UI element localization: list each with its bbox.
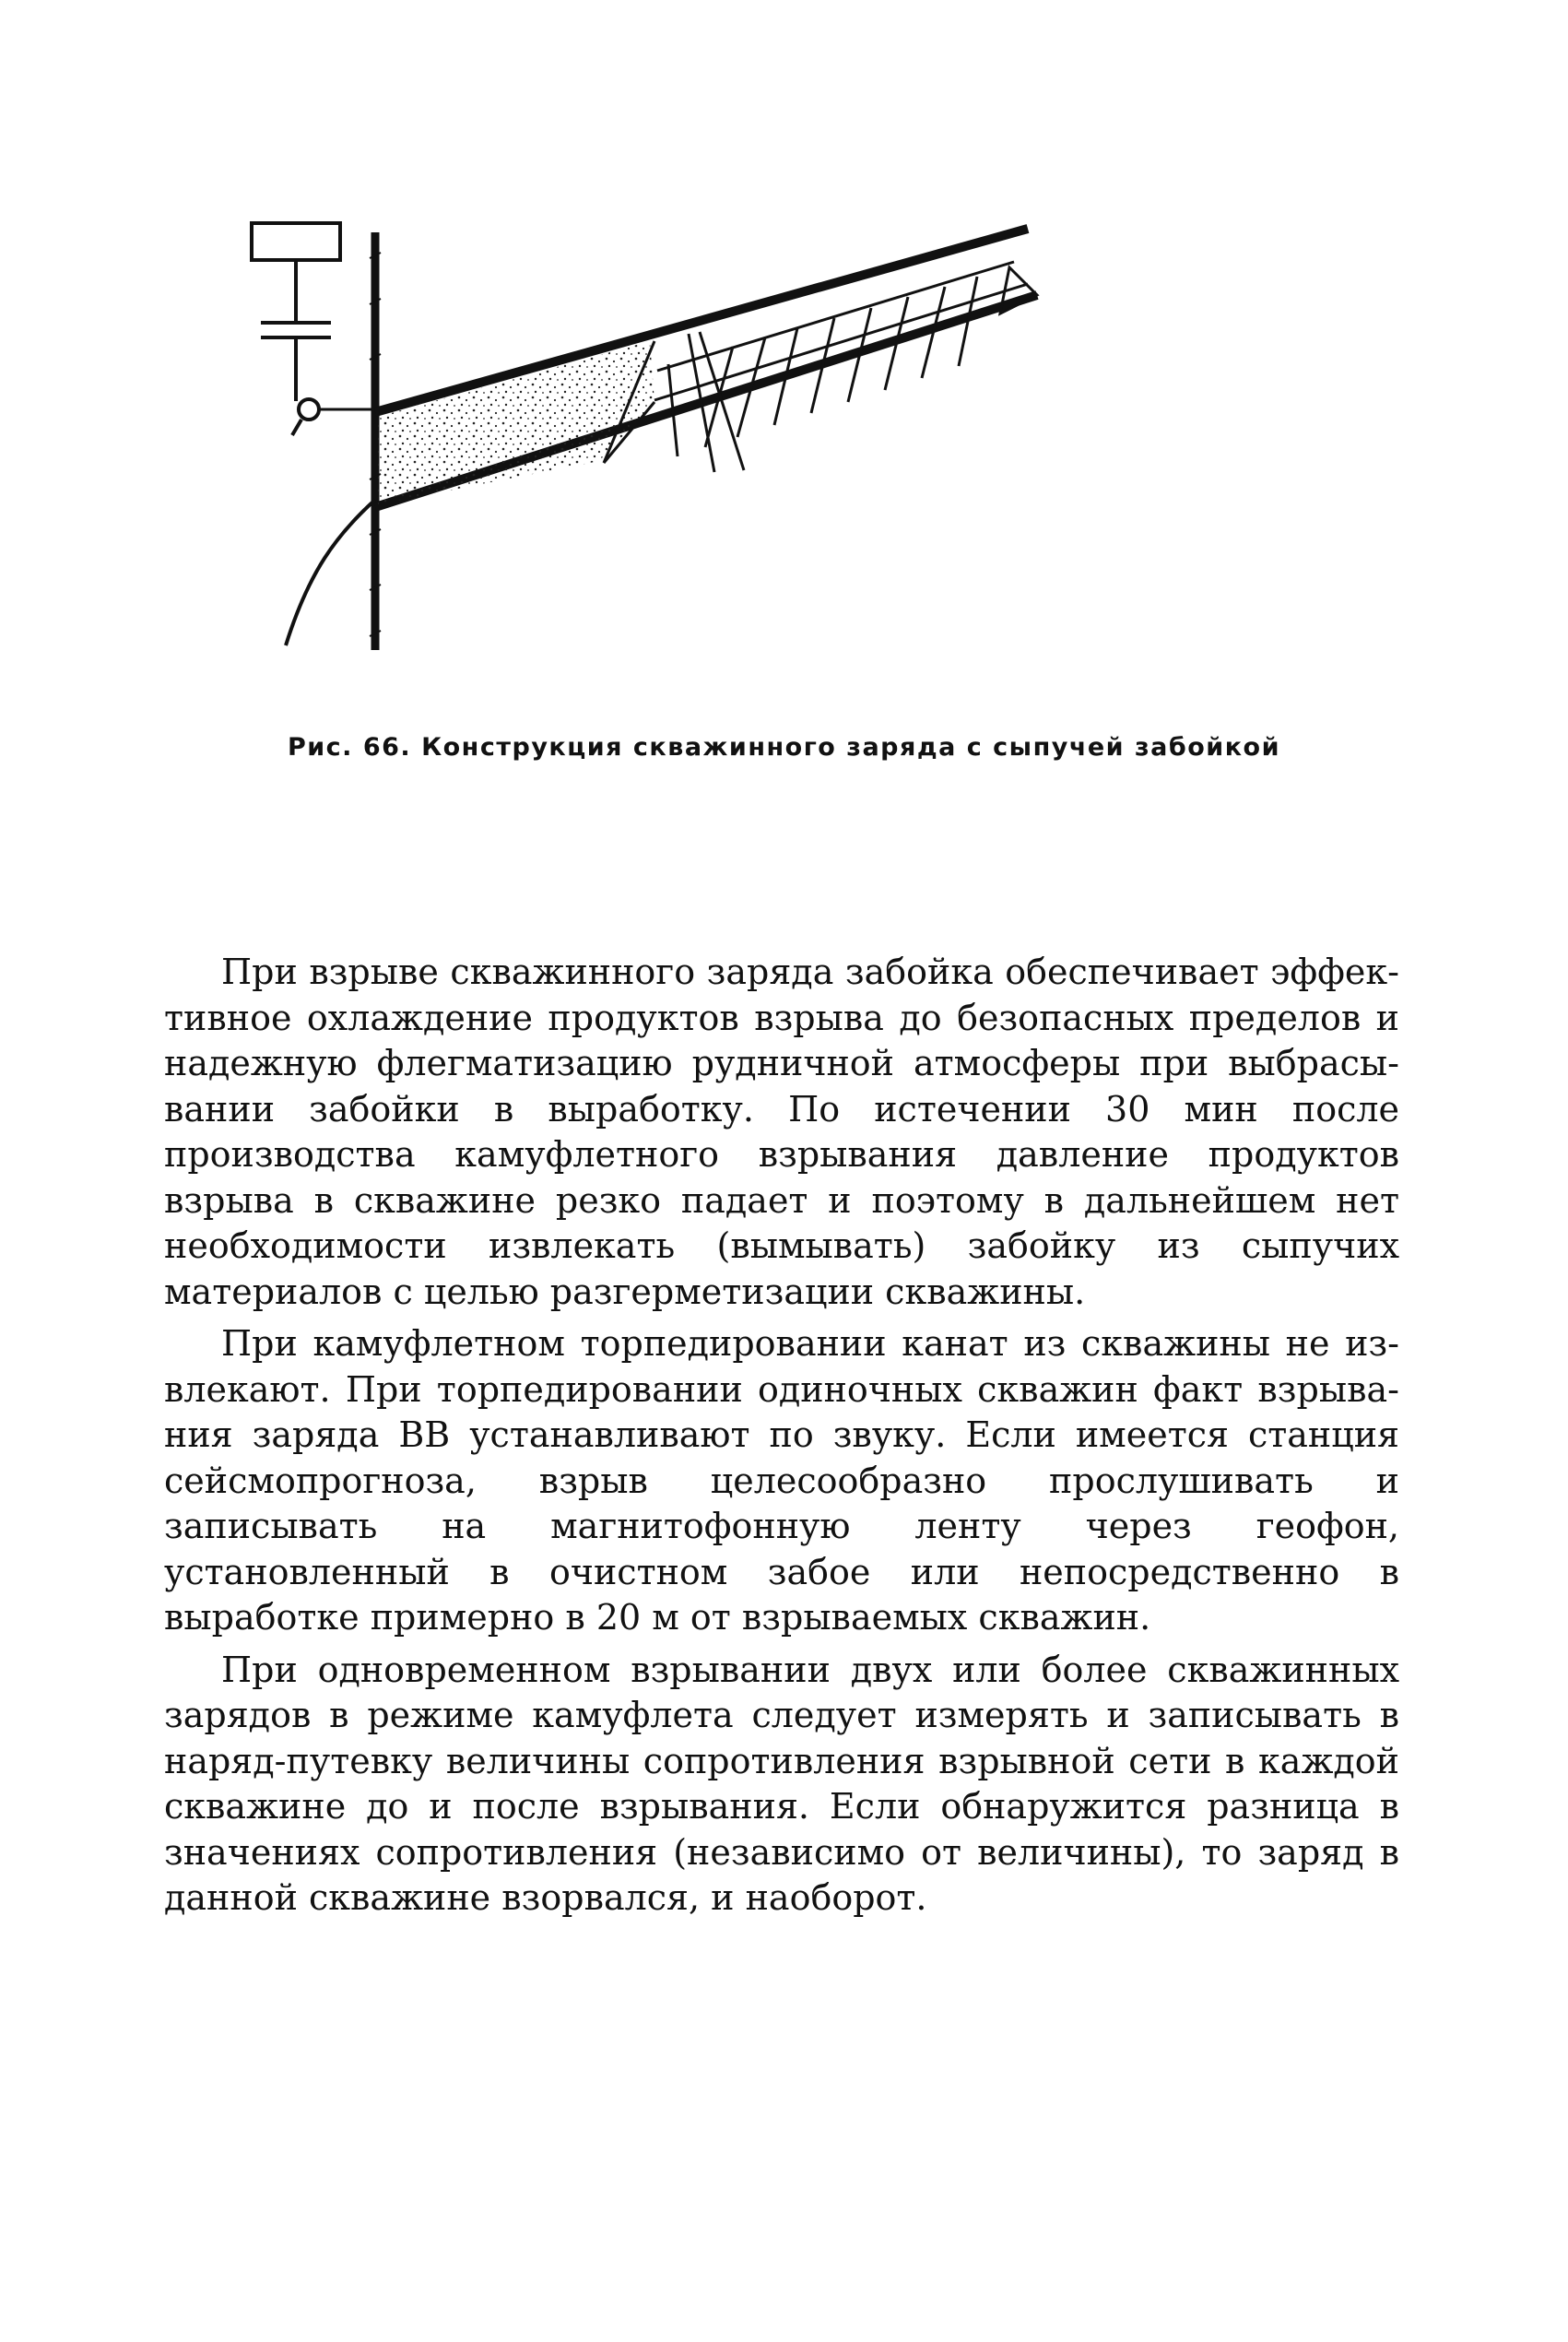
figure-drawing [235,175,1314,673]
cable-pulley [299,399,319,420]
paragraph: При взрыве скважинного заряда забойка обеспечивает эффективное охлаждение продуктов взрыва до безопасных пределов и надежную флегматизацию рудничной атмосферы при выбрасывании забойки в выработку. По истечении 30 мин после производства камуфлетного взрывания давление продуктов взрыва в скважине резко падает и поэтому в дальнейшем нет необходимости извлекать (вымывать) забойку из сыпучих материалов с целью разгерметизации скважины. [164,952,1399,1312]
lead-wire [286,500,375,645]
instrument-box [252,223,340,260]
paragraph: При камуфлетном торпедировании канат из скважины не извлекают. При торпедировании одиночных скважин факт взрывания заряда ВВ устанавливают по звуку. Если имеется станция сейсмопрогноза, взрыв целесообразно прослушивать и записывать на магнитофонную ленту через геофон, установленный в очистном забое или непосредственно в выработке примерно в 20 м от взрываемых скважин. [164,1323,1399,1638]
sand-stemming [378,341,654,504]
borehole-charge-figure [235,175,1314,673]
body-text [164,950,1399,1928]
paragraph: При одновременном взрывании двух или более скважинных зарядов в режиме камуфлета следует измерять и записывать в наряд-путевку величины сопротивления взрывной сети в каждой скважине до и после взрывания. Если обнаружится разница в значениях сопротивления (независимо от величины), то заряд в данной скважине взорвался, и наоборот. [164,1649,1399,1918]
figure-caption: Рис. 66. Конструкция скважинного заряда с сыпучей забойкой [287,733,1281,762]
